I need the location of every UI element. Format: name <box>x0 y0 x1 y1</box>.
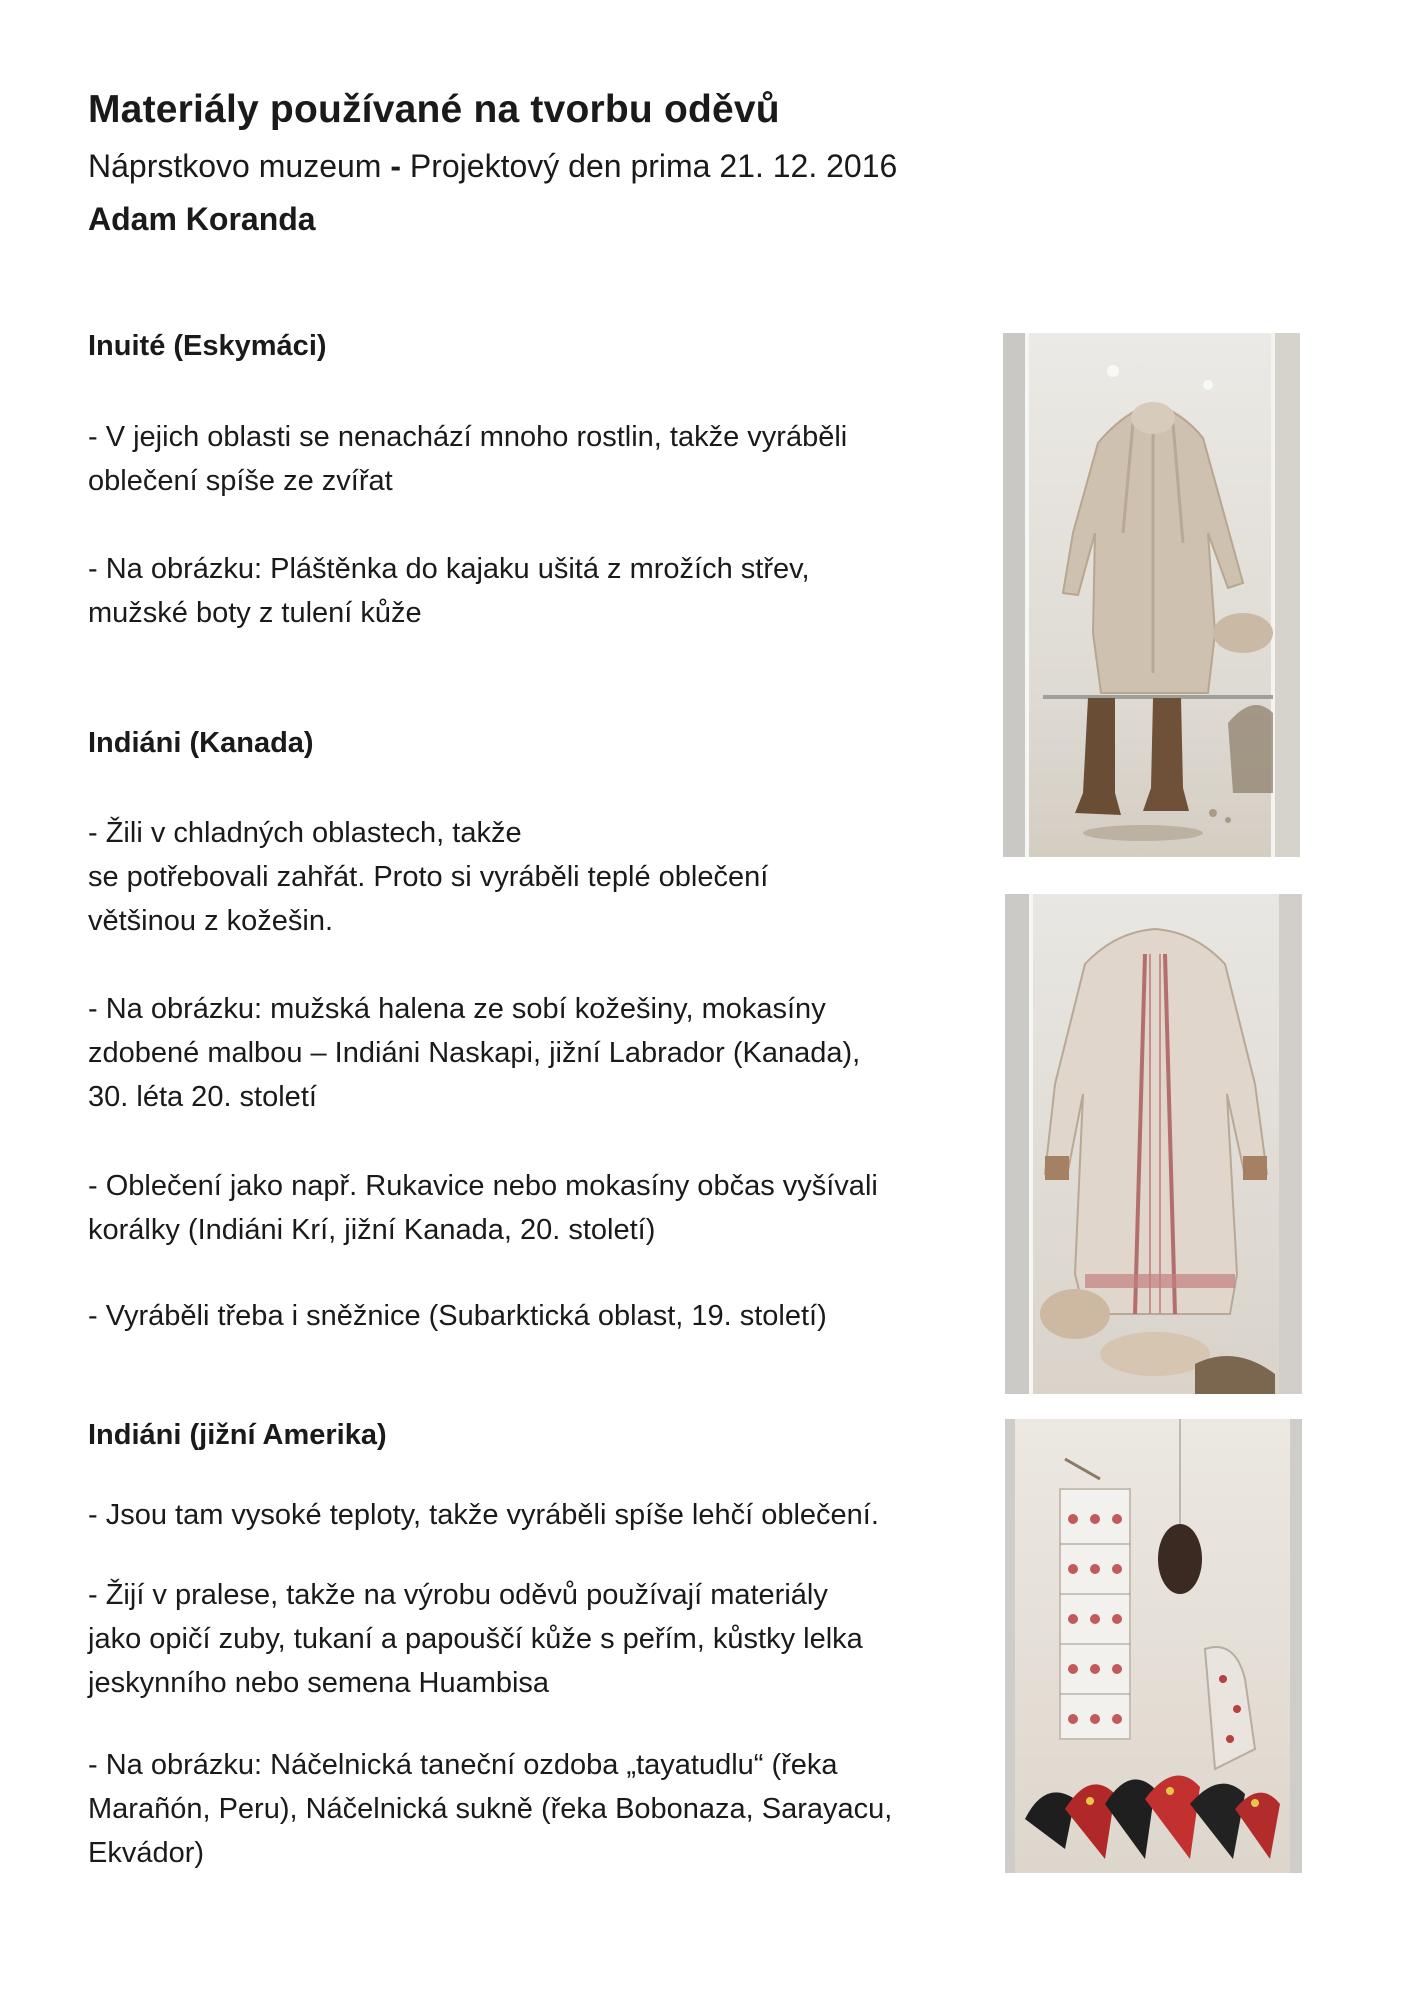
text-line: - V jejich oblasti se nenachází mnoho rostlin, takže vyráběli <box>88 421 848 453</box>
text-line: - Vyráběli třeba i sněžnice (Subarktická oblast, 19. století) <box>88 1300 827 1332</box>
subtitle-event: Projektový den prima 21. 12. 2016 <box>409 148 898 184</box>
text-line: - Žili v chladných oblastech, takže <box>88 817 522 849</box>
text-line: mužské boty z tulení kůže <box>88 597 422 629</box>
paragraph <box>88 547 810 635</box>
paragraph <box>88 1493 879 1537</box>
subtitle-separator: - <box>390 148 401 184</box>
text-line: - Na obrázku: Pláštěnka do kajaku ušitá z mrožích střev, <box>88 553 810 585</box>
text-line: jeskynního nebo semena Huambisa <box>88 1667 550 1699</box>
text-line: Ekvádor) <box>88 1837 205 1869</box>
text-line: - Na obrázku: Náčelnická taneční ozdoba „tayatudlu“ (řeka <box>88 1749 838 1781</box>
inuit-kayak-parka-photo <box>1003 333 1300 857</box>
text-line: Marañón, Peru), Náčelnická sukně (řeka Bobonaza, Sarayacu, <box>88 1793 893 1825</box>
amazon-dance-ornament-photo <box>1005 1419 1302 1873</box>
text-line: - Na obrázku: mužská halena ze sobí kožešiny, mokasíny <box>88 993 826 1025</box>
paragraph <box>88 1164 878 1252</box>
text-line: oblečení spíše ze zvířat <box>88 465 393 497</box>
subtitle-museum: Náprstkovo muzeum <box>88 148 382 184</box>
text-line: - Jsou tam vysoké teploty, takže vyráběli spíše lehčí oblečení. <box>88 1499 879 1531</box>
paragraph <box>88 415 847 503</box>
paragraph <box>88 811 768 943</box>
subtitle <box>88 148 897 185</box>
paragraph <box>88 1743 892 1875</box>
page-title: Materiály používané na tvorbu oděvů <box>88 88 780 131</box>
paragraph <box>88 1294 827 1338</box>
text-line: - Žijí v pralese, takže na výrobu oděvů používají materiály <box>88 1579 828 1611</box>
paragraph <box>88 987 860 1119</box>
text-line: - Oblečení jako např. Rukavice nebo mokasíny občas vyšívali <box>88 1170 878 1202</box>
section-heading-south-america: Indiáni (jižní Amerika) <box>88 1419 387 1451</box>
text-line: korálky (Indiáni Krí, jižní Kanada, 20. století) <box>88 1214 656 1246</box>
text-line: se potřebovali zahřát. Proto si vyráběli teplé oblečení <box>88 861 769 893</box>
naskapi-coat-photo <box>1005 894 1302 1394</box>
text-line: zdobené malbou – Indiáni Naskapi, jižní Labrador (Kanada), <box>88 1037 861 1069</box>
text-line: 30. léta 20. století <box>88 1081 317 1113</box>
text-line: většinou z kožešin. <box>88 905 334 937</box>
section-heading-canada: Indiáni (Kanada) <box>88 727 314 759</box>
author: Adam Koranda <box>88 201 316 237</box>
paragraph <box>88 1573 863 1705</box>
text-line: jako opičí zuby, tukaní a papouščí kůže s peřím, kůstky lelka <box>88 1623 863 1655</box>
section-heading-inuit: Inuité (Eskymáci) <box>88 330 327 362</box>
